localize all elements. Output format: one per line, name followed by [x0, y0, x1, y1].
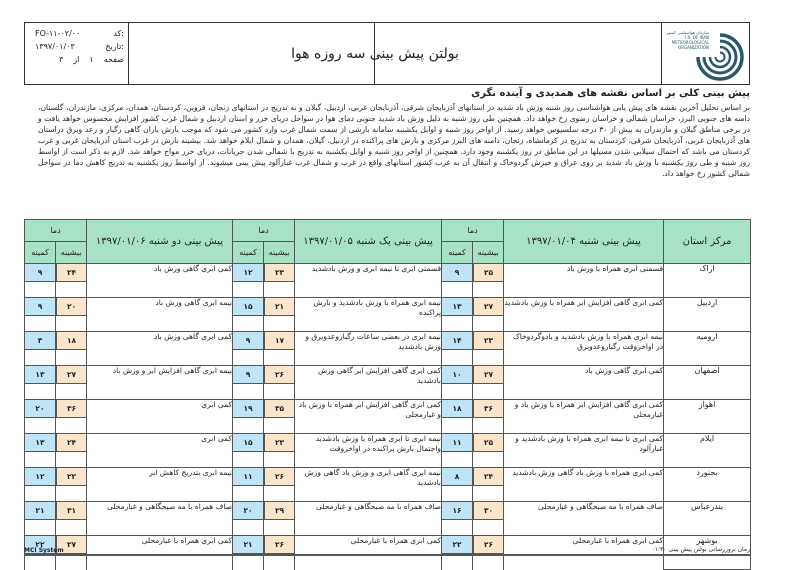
city-name: اهواز: [664, 400, 751, 434]
day1-max-cell: [473, 332, 504, 366]
table-row: [25, 502, 751, 536]
day1-description: کمی ابری گاهی وزش باد: [504, 366, 664, 400]
city-header: مرکز استان: [664, 220, 751, 264]
day2-max-cell: [264, 468, 295, 502]
date-label: تاریخ:: [105, 42, 124, 51]
day2-description: کمی ابری گاهی افزایش ابر همراه با وزش باد و غبارمحلی: [295, 400, 442, 434]
logo-text-fa: سازمان هواشناسی کشور: [666, 30, 709, 35]
table-row: [25, 536, 751, 570]
day2-max-cell: [264, 264, 295, 298]
day1-min-temp: ۱۳: [442, 298, 472, 316]
day1-min-cell: [442, 502, 473, 536]
page-total: ۳: [59, 55, 64, 64]
day3-description: کمی ابری: [87, 400, 233, 434]
day3-max-temp: ۳۱: [56, 502, 86, 520]
day1-description: کمی ابری همراه با غبارمحلی: [504, 536, 664, 570]
day2-max-header: بیشینه: [264, 242, 295, 264]
day3-description: کمی ابری گاهی وزش باد: [87, 264, 233, 298]
day1-max-cell: [473, 400, 504, 434]
day2-min-cell: [233, 298, 264, 332]
day2-max-cell: [264, 536, 295, 570]
day2-max-cell: [264, 298, 295, 332]
table-row: [25, 264, 751, 298]
organization-logo: [661, 23, 749, 84]
day1-min-temp: ۹: [442, 264, 472, 282]
day2-description: نیمه ابری تا ابری همراه با وزش بادشدید واحتمال بارش پراکنده در اواخروقت: [295, 434, 442, 468]
day1-max-temp: ۳۰: [473, 502, 503, 520]
day2-min-header: کمینه: [233, 242, 264, 264]
day1-description: صاف همراه با مه صبحگاهی و غبارمحلی: [504, 502, 664, 536]
city-name: بجنورد: [664, 468, 751, 502]
day1-description: کمی ابری گاهی افزایش ابر همراه با وزش باد و غبارمحلی: [504, 400, 664, 434]
day1-min-temp: ۸: [442, 468, 472, 486]
day2-max-temp: ۲۶: [264, 468, 294, 486]
day2-max-temp: ۲۶: [264, 536, 294, 554]
day1-max-temp: ۲۷: [473, 298, 503, 316]
city-name: ایلام: [664, 434, 751, 468]
day3-min-header: کمینه: [25, 242, 56, 264]
day1-min-cell: [442, 468, 473, 502]
day1-min-temp: ۱۸: [442, 400, 472, 418]
day3-max-temp: ۲۴: [56, 264, 86, 282]
city-name: اصفهان: [664, 366, 751, 400]
day1-max-cell: [473, 434, 504, 468]
day3-min-temp: ۲۱: [25, 502, 55, 520]
day3-min-temp: ۱۳: [25, 366, 55, 384]
day2-min-temp: ۹: [233, 332, 263, 350]
document-header-right: [291, 22, 750, 85]
day2-min-cell: [233, 536, 264, 570]
day2-min-temp: ۹: [233, 366, 263, 384]
day1-min-cell: [442, 400, 473, 434]
day3-description: نیمه ابری گاهی افزایش ابر و وزش باد: [87, 366, 233, 400]
day2-max-temp: ۲۳: [264, 264, 294, 282]
day2-min-cell: [233, 264, 264, 298]
day1-max-cell: [473, 502, 504, 536]
day1-min-header: کمینه: [442, 242, 473, 264]
day2-description: کمی ابری همراه با غبارمحلی: [295, 536, 442, 570]
day1-max-cell: [473, 536, 504, 570]
page-label: صفحه: [103, 55, 124, 64]
code-value: FO-۱۱-۰۲/۰۰: [35, 29, 81, 38]
day2-max-cell: [264, 434, 295, 468]
city-name: بوشهر: [664, 536, 751, 570]
page-title: بولتن پیش بینی سه روزه هوا: [291, 45, 459, 62]
day2-min-cell: [233, 468, 264, 502]
table-row: [25, 366, 751, 400]
table-row: [25, 332, 751, 366]
day2-min-cell: [233, 434, 264, 468]
city-name: بندرعباس: [664, 502, 751, 536]
date-value: ۱۳۹۷/۰۱/۰۳: [35, 42, 75, 51]
day3-description: نیمه ابری بتدریج کاهش ابر: [87, 468, 233, 502]
day3-max-cell: [56, 400, 87, 434]
day2-description: نیمه ابری همراه با وزش بادشدید و بارش پراکنده: [295, 298, 442, 332]
day2-max-cell: [264, 400, 295, 434]
day2-min-temp: ۱۹: [233, 400, 263, 418]
city-name: ارومیه: [664, 332, 751, 366]
day1-min-temp: ۱۱: [442, 434, 472, 452]
day3-max-header: بیشینه: [56, 242, 87, 264]
day2-description: قسمتی ابری تا نیمه ابری و وزش بادشدید: [295, 264, 442, 298]
day1-min-cell: [442, 366, 473, 400]
day1-max-temp: ۲۶: [473, 536, 503, 554]
day1-min-cell: [442, 264, 473, 298]
day1-min-cell: [442, 536, 473, 570]
day2-min-cell: [233, 366, 264, 400]
day3-description: نیمه ابری گاهی وزش باد: [87, 298, 233, 332]
day2-temp-header: دما: [233, 220, 295, 242]
day3-min-cell: [25, 332, 56, 366]
day1-max-temp: ۲۴: [473, 468, 503, 486]
day2-min-temp: ۱۵: [233, 434, 263, 452]
day2-max-temp: ۲۹: [264, 502, 294, 520]
day3-max-temp: ۲۰: [56, 298, 86, 316]
city-name: اردبیل: [664, 298, 751, 332]
day3-max-temp: ۲۲: [56, 468, 86, 486]
day2-min-cell: [233, 502, 264, 536]
day3-description: کمی ابری: [87, 434, 233, 468]
day2-max-temp: ۲۶: [264, 366, 294, 384]
day3-min-cell: [25, 400, 56, 434]
forecast-table: [24, 219, 751, 570]
day1-description: کمی ابری تا نیمه ابری همراه با وزش بادشدید و غبارآلود: [504, 434, 664, 468]
table-row: [25, 434, 751, 468]
day3-min-temp: ۱۲: [25, 468, 55, 486]
day3-max-temp: ۲۴: [56, 434, 86, 452]
day2-min-cell: [233, 400, 264, 434]
day2-description: کمی ابری گاهی افزایش ابر گاهی وزش بادشدید: [295, 366, 442, 400]
day3-max-cell: [56, 366, 87, 400]
day2-min-cell: [233, 332, 264, 366]
day3-max-temp: ۳۶: [56, 400, 86, 418]
day1-temp-header: دما: [442, 220, 504, 242]
general-forecast-paragraph: بر اساس تحلیل آخرین نقشه های پیش یابی هواشناسی روز شنبه وزش باد شدید در استانهای آذربایجان شرقی، آذربایجان غربی، اردبیل، گیلان و به تدریج در استانهای زنجان، قزوین، کردستان، همدان، مرکزی، مازندران، گلستان، دامنه های جنوبی البرز، خراسان شمالی و خراسان رضوی رخ خواهد داد. همچنین طی روز شنبه به دلیل وزش باد شدید جنوبی دمای هوا در سواحل دریای خزر و استان اردبیل و شمال غرب کشور افزایش محسوس خواهد یافت و در برخی مناطق گیلان و مازندران به بیش از ۳۰ درجه سلسیوس خواهد رسید. از اواخر روز شنبه و اوایل یکشنبه سامانه بارشی از سمت شمال غرب وارد کشور می شود که موجب بارش باران گاهی رگبار و رعد وبرق دراستان های آذربایجان غربی، آذربایجان شرقی، کردستان به تدریج در کرمانشاه، زنجان، دامنه های البرز مرکزی و بارش های پراکنده در اردبیل، گیلان، همدان و شمال ایلام خواهد شد. بیشینه بارش در غرب استان آذربایجان غربی و غرب کردستان می باشد که احتمال سیلابی شدن مسیلها در این مناطق در روز یکشنبه وجود دارد. همچنین از اواخر روز شنبه و اوایل یکشنبه به تدریج با شمالی شدن جریانات، دریای خزر مواج خواهد شد. لازم به ذکر است از اواسط روز شنبه و طی روز یکشنبه با وزش باد شدید بر روی عراق و خیزش گردوخاک و انتقال آن به غرب کشور استانهای واقع در غرب و شمال غرب غبارآلود پیش بینی میشوند. از اواسط روز یکشنبه به تدریج کاهش دما در سواحل شمالی کشور رخ خواهد داد.: [38, 103, 750, 178]
day1-max-cell: [473, 468, 504, 502]
city-name: اراک: [664, 264, 751, 298]
day2-min-temp: ۱۱: [233, 468, 263, 486]
day2-description: صاف همراه با مه صبحگاهی و غبارمحلی: [295, 502, 442, 536]
day3-description: کمی ابری گاهی وزش باد: [87, 332, 233, 366]
code-label: کد:: [113, 29, 124, 38]
day3-min-temp: ۹: [25, 298, 55, 316]
day3-max-cell: [56, 298, 87, 332]
day3-min-cell: [25, 298, 56, 332]
day3-description: کمی ابری همراه با غبارمحلی: [87, 536, 233, 570]
day3-description: صاف همراه با مه صبحگاهی و غبارمحلی: [87, 502, 233, 536]
day3-min-cell: [25, 366, 56, 400]
day1-min-temp: ۱۶: [442, 502, 472, 520]
day1-max-temp: ۲۳: [473, 332, 503, 350]
day3-temp-header: دما: [25, 220, 87, 242]
day2-min-temp: ۱۲: [233, 264, 263, 282]
day1-header: پیش بینی شنبه ۱۳۹۷/۰۱/۰۴: [504, 220, 664, 264]
table-row: [25, 400, 751, 434]
section-subtitle: پیش بینی کلی بر اساس نقشه های همدیدی و آینده نگری: [471, 88, 750, 99]
day1-max-cell: [473, 264, 504, 298]
day3-min-temp: ۹: [25, 264, 55, 282]
logo-text-en: I.R. OF IRAN METEOROLOGICAL ORGANIZATION: [671, 35, 709, 50]
day3-min-cell: [25, 264, 56, 298]
day2-max-cell: [264, 366, 295, 400]
day3-max-cell: [56, 264, 87, 298]
day1-description: نیمه ابری همراه با وزش بادشدید و بادوگردوخاک در اواخروقت رگباروعدوبرق: [504, 332, 664, 366]
day1-description: کمی ابری همراه با وزش باد گاهی وزش بادشدید: [504, 468, 664, 502]
day2-max-temp: ۲۱: [264, 298, 294, 316]
day2-max-cell: [264, 502, 295, 536]
day3-max-cell: [56, 332, 87, 366]
day2-description: نیمه ابری گاهی ابری و وزش باد گاهی وزش بادشدید: [295, 468, 442, 502]
day3-header: پیش بینی دو شنبه ۱۳۹۷/۰۱/۰۶: [87, 220, 233, 264]
day3-max-cell: [56, 434, 87, 468]
day2-min-temp: ۱۵: [233, 298, 263, 316]
day1-min-cell: [442, 434, 473, 468]
day3-min-temp: ۲۰: [25, 400, 55, 418]
table-row: [25, 298, 751, 332]
day3-max-cell: [56, 502, 87, 536]
footer-system: MCI System: [24, 547, 64, 554]
day3-min-temp: ۳: [25, 332, 55, 350]
day1-max-temp: ۲۵: [473, 264, 503, 282]
day2-min-temp: ۲۱: [233, 536, 263, 554]
footer-divider: [24, 554, 750, 556]
day2-max-temp: ۱۷: [264, 332, 294, 350]
day1-min-cell: [442, 332, 473, 366]
update-time: ۰۱:۳۰: [651, 546, 667, 553]
day1-max-cell: [473, 298, 504, 332]
day2-description: نیمه ابری در بعضی ساعات رگباروعدوبرق و وزش بادشدید: [295, 332, 442, 366]
day1-min-temp: ۱۰: [442, 366, 472, 384]
page-current: ۱: [89, 55, 94, 64]
page-of: از: [73, 55, 80, 64]
day3-max-temp: ۱۸: [56, 332, 86, 350]
day3-min-cell: [25, 434, 56, 468]
day1-max-temp: ۲۷: [473, 366, 503, 384]
logo-text: [665, 30, 709, 50]
day1-max-header: بیشینه: [473, 242, 504, 264]
day1-description: کمی ابری گاهی افزایش ابر همراه با وزش بادشدید: [504, 298, 664, 332]
day2-max-temp: ۲۳: [264, 434, 294, 452]
update-label: زمان بروزرسانی بولتن پیش بینی: [668, 546, 750, 553]
day1-description: قسمتی ابری همراه با وزش باد: [504, 264, 664, 298]
day2-max-temp: ۳۵: [264, 400, 294, 418]
day3-max-temp: ۲۷: [56, 536, 86, 554]
day3-max-cell: [56, 468, 87, 502]
table-row: [25, 468, 751, 502]
day3-min-temp: ۲۲: [25, 536, 55, 554]
day1-min-temp: ۱۴: [442, 332, 472, 350]
day1-max-temp: ۲۵: [473, 434, 503, 452]
day1-min-cell: [442, 298, 473, 332]
day1-max-temp: ۳۶: [473, 400, 503, 418]
day3-min-cell: [25, 502, 56, 536]
day3-min-temp: ۱۳: [25, 434, 55, 452]
day1-min-temp: ۲۲: [442, 536, 472, 554]
footer-update: [652, 546, 750, 553]
day2-header: پیش بینی یک شنبه ۱۳۹۷/۰۱/۰۵: [295, 220, 442, 264]
day3-max-temp: ۲۷: [56, 366, 86, 384]
day2-max-cell: [264, 332, 295, 366]
day1-max-cell: [473, 366, 504, 400]
day2-min-temp: ۲۰: [233, 502, 263, 520]
day3-min-cell: [25, 468, 56, 502]
